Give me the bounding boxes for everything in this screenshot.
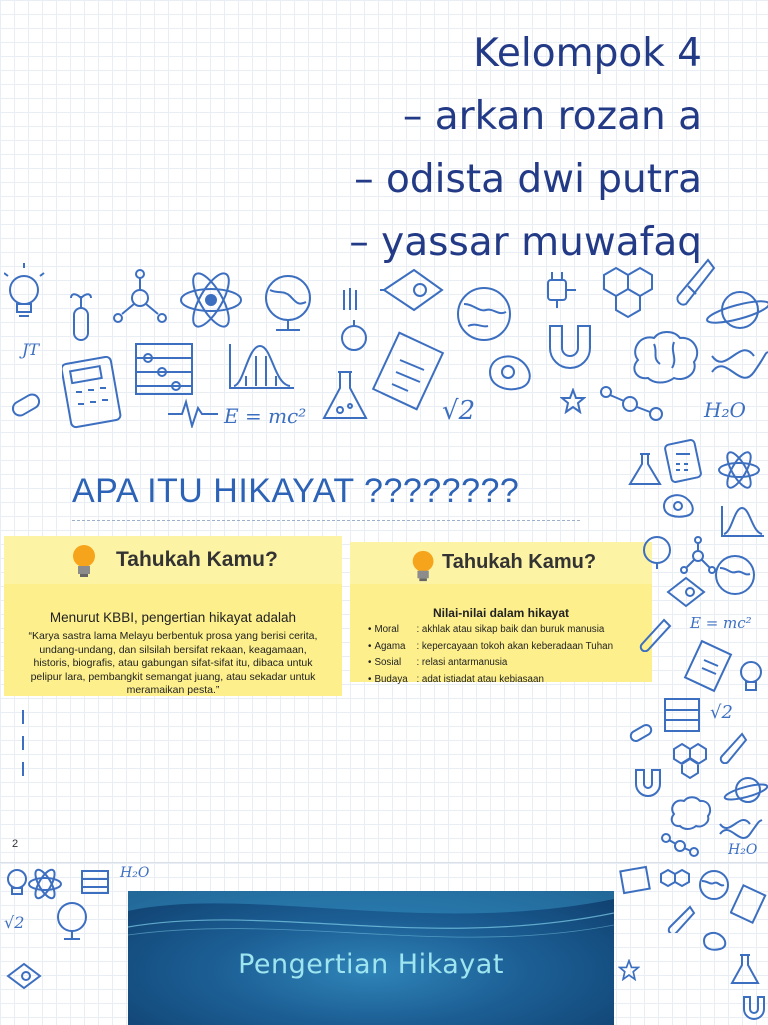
pills-doodle-icon bbox=[8, 384, 48, 424]
nilai-text: : relasi antarmanusia bbox=[416, 657, 508, 668]
atom-doodle-icon bbox=[26, 867, 64, 901]
lightbulb-icon bbox=[408, 548, 442, 584]
earth-doodle-icon bbox=[454, 284, 514, 344]
formula-doodle: E = mc² bbox=[224, 404, 307, 428]
atom-doodle-icon bbox=[176, 268, 246, 332]
nilai-item-agama bbox=[368, 639, 613, 656]
brain-doodle-icon bbox=[668, 796, 714, 832]
nilai-item-budaya bbox=[368, 672, 613, 689]
bacteria-doodle-icon bbox=[660, 490, 706, 524]
molecule-doodle-icon bbox=[680, 536, 716, 576]
pills-doodle-icon bbox=[628, 718, 658, 748]
star-doodle-icon bbox=[618, 959, 640, 981]
card-title: Tahukah Kamu? bbox=[442, 551, 597, 573]
calculator-doodle-icon bbox=[664, 438, 706, 484]
hexagon-structure-doodle-icon bbox=[596, 262, 666, 322]
hexagon-structure-doodle-icon bbox=[670, 740, 714, 780]
abacus-doodle-icon bbox=[132, 340, 196, 398]
group-member-2: – odista dwi putra bbox=[354, 157, 702, 202]
banner-title: Pengertian Hikayat bbox=[238, 949, 504, 980]
kbbi-quote: “Karya sastra lama Melayu berbentuk prosa yang berisi cerita, undang-undang, dan silsilah bersifat rekaan, keagamaan, historis, biografis, atau gabungan sifat-sifat itu, dibaca untuk pelipur lara, pembangkit semangat juang, atau sekadar untuk meramaikan pesta.” bbox=[28, 630, 318, 697]
group-member-1: – arkan rozan a bbox=[402, 94, 702, 139]
lightbulb-doodle-icon bbox=[4, 262, 64, 332]
water-formula-doodle: H₂O bbox=[728, 842, 758, 858]
group-title bbox=[349, 22, 702, 274]
plant-tube-doodle-icon bbox=[68, 288, 98, 344]
question-heading: APA ITU HIKAYAT ???????? bbox=[72, 472, 520, 510]
dna-doodle-icon bbox=[718, 814, 764, 844]
graph-doodle-icon bbox=[226, 342, 296, 392]
lightbulb-icon bbox=[68, 542, 104, 580]
nilai-label: Budaya bbox=[374, 673, 408, 685]
page-number: 2 bbox=[12, 838, 19, 850]
document-doodle-icon bbox=[682, 638, 738, 694]
hexagon-structure-doodle-icon bbox=[658, 867, 694, 901]
nilai-card bbox=[350, 542, 652, 685]
vertical-marker bbox=[22, 762, 24, 776]
slide-pengertian bbox=[0, 862, 768, 1025]
test-tube-doodle-icon bbox=[636, 616, 672, 652]
earth-doodle-icon bbox=[712, 552, 758, 598]
rocket-doodle-icon bbox=[664, 572, 708, 612]
nilai-item-moral bbox=[368, 622, 613, 639]
kbbi-card bbox=[4, 536, 342, 696]
vertical-marker bbox=[22, 736, 24, 750]
nilai-text: : akhlak atau sikap baik dan buruk manusia bbox=[416, 624, 605, 635]
slide-hikayat bbox=[0, 432, 768, 862]
flask-doodle-icon bbox=[730, 953, 760, 987]
globe-doodle-icon bbox=[52, 899, 92, 943]
nilai-item-sosial bbox=[368, 655, 613, 672]
group-member-3: – yassar muwafaq bbox=[349, 220, 702, 265]
magnet-doodle-icon bbox=[740, 993, 768, 1023]
water-formula-doodle: H₂O bbox=[120, 865, 150, 881]
brain-doodle-icon bbox=[628, 330, 704, 386]
earth-doodle-icon bbox=[696, 867, 732, 903]
calculator-doodle-icon bbox=[62, 356, 126, 432]
globe-doodle-icon bbox=[640, 534, 674, 570]
atom-doodle-icon bbox=[716, 450, 762, 490]
nilai-text: : adat istiadat atau kebiasaan bbox=[416, 673, 544, 685]
nilai-heading: Nilai-nilai dalam hikayat bbox=[432, 606, 570, 620]
magnet-doodle-icon bbox=[630, 764, 666, 802]
molecule-doodle-icon bbox=[112, 268, 168, 328]
dashed-divider bbox=[72, 520, 580, 521]
card-title: Tahukah Kamu? bbox=[116, 548, 278, 571]
plug-doodle-icon bbox=[538, 270, 578, 310]
flask-doodle-icon bbox=[320, 370, 370, 424]
molecule-small-doodle-icon bbox=[660, 832, 700, 858]
test-tube-doodle-icon bbox=[718, 730, 748, 764]
nilai-text: : kepercayaan tokoh akan keberadaan Tuhan bbox=[416, 640, 614, 652]
bacteria-doodle-icon bbox=[700, 927, 734, 955]
document-doodle-icon bbox=[618, 865, 654, 895]
globe-doodle-icon bbox=[256, 268, 322, 334]
rocket-doodle-icon bbox=[4, 959, 44, 993]
nilai-list bbox=[368, 622, 613, 688]
sqrt-doodle: √2 bbox=[4, 913, 25, 932]
bacteria-doodle-icon bbox=[482, 348, 538, 398]
flask-doodle-icon bbox=[628, 452, 662, 488]
graph-doodle-icon bbox=[718, 504, 766, 540]
water-formula-doodle: H₂O bbox=[704, 398, 746, 422]
banner-slide bbox=[128, 891, 614, 1025]
document-doodle-icon bbox=[370, 330, 450, 420]
group-title-line: Kelompok 4 bbox=[473, 31, 702, 76]
sqrt-doodle: √2 bbox=[442, 396, 476, 426]
heartbeat-doodle-icon bbox=[168, 398, 218, 428]
nilai-label: Moral bbox=[374, 624, 399, 635]
rocket-doodle-icon bbox=[380, 262, 446, 318]
apple-doodle-icon bbox=[338, 286, 374, 356]
sqrt-doodle: √2 bbox=[710, 702, 733, 723]
nilai-label: Sosial bbox=[374, 657, 402, 668]
lightbulb-doodle-icon bbox=[736, 656, 766, 702]
vertical-marker bbox=[22, 710, 24, 724]
planet-doodle-icon bbox=[722, 772, 768, 808]
abacus-doodle-icon bbox=[662, 696, 702, 734]
formula-doodle: E = mc² bbox=[690, 614, 752, 632]
test-tube-doodle-icon bbox=[666, 903, 696, 933]
molecule-small-doodle-icon bbox=[596, 382, 666, 426]
planet-doodle-icon bbox=[704, 286, 768, 336]
star-doodle-icon bbox=[560, 388, 586, 414]
abacus-doodle-icon bbox=[80, 869, 110, 895]
slide-title bbox=[0, 0, 768, 432]
dna-doodle-icon bbox=[710, 342, 768, 386]
nilai-label: Agama bbox=[374, 640, 406, 652]
pi-doodle: JT bbox=[22, 340, 40, 359]
document-doodle-icon bbox=[730, 883, 768, 927]
magnet-doodle-icon bbox=[540, 316, 600, 376]
kbbi-lead-text: Menurut KBBI, pengertian hikayat adalah bbox=[49, 610, 297, 625]
